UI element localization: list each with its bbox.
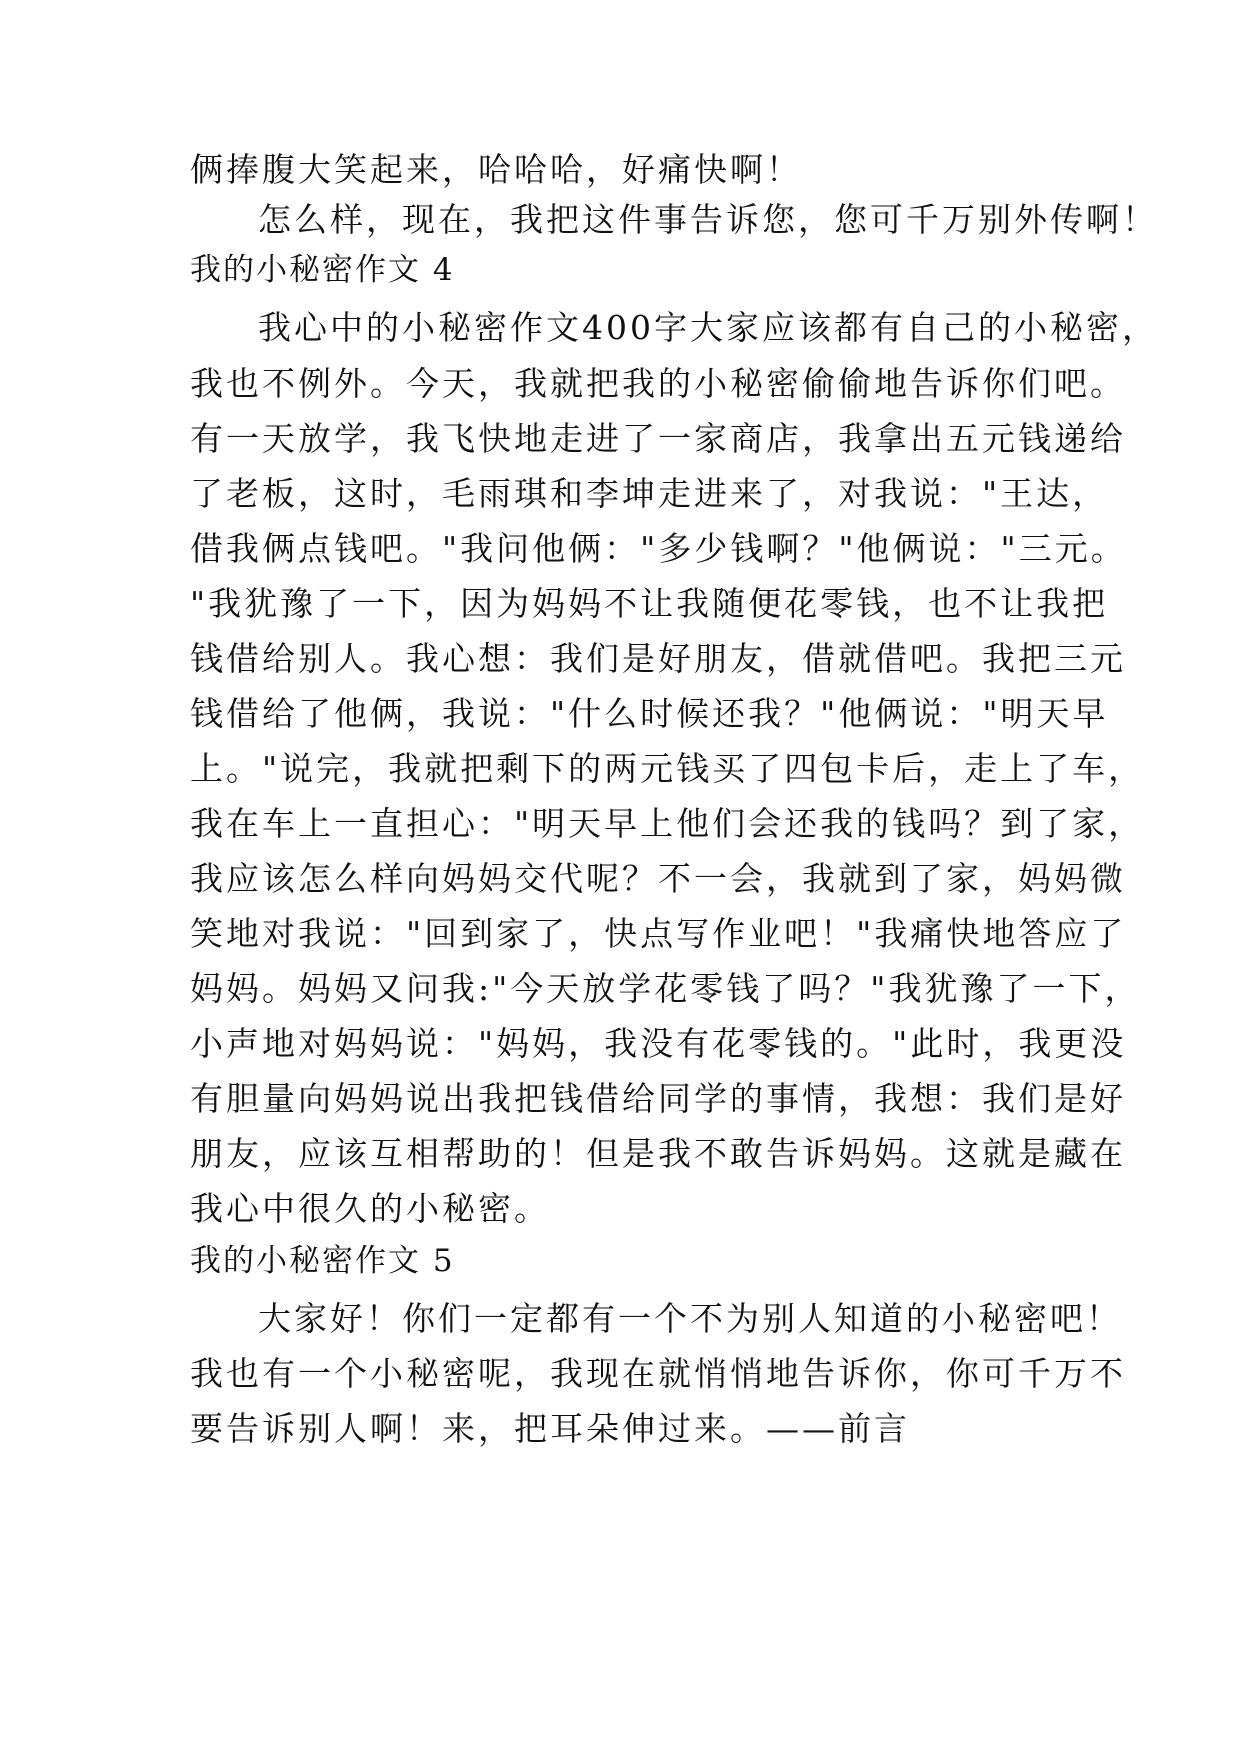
- text-line: 朋友，应该互相帮助的！但是我不敢告诉妈妈。这就是藏在: [190, 1134, 1126, 1173]
- text-line: 要告诉别人啊！来，把耳朵伸过来。——前言: [190, 1409, 910, 1448]
- text-line: 有胆量向妈妈说出我把钱借给同学的事情，我想：我们是好: [190, 1079, 1126, 1118]
- section-heading-5: 我的小秘密作文 5: [190, 1243, 455, 1279]
- paragraph-line: 大家好！你们一定都有一个不为别人知道的小秘密吧！: [258, 1299, 1122, 1338]
- text-line: 我也不例外。今天，我就把我的小秘密偷偷地告诉你们吧。: [190, 364, 1126, 403]
- text-line: 借我俩点钱吧。"我问他俩："多少钱啊？"他俩说："三元。: [190, 529, 1127, 568]
- text-line: 俩捧腹大笑起来，哈哈哈，好痛快啊！: [190, 150, 802, 189]
- text-line: 小声地对妈妈说："妈妈，我没有花零钱的。"此时，我更没: [190, 1024, 1127, 1063]
- text-line: 我也有一个小秘密呢，我现在就悄悄地告诉你，你可千万不: [190, 1354, 1126, 1393]
- paragraph-line: 怎么样，现在，我把这件事告诉您，您可千万别外传啊！: [258, 200, 1158, 239]
- text-line: 钱借给别人。我心想：我们是好朋友，借就借吧。我把三元: [190, 639, 1126, 678]
- text-line: 我在车上一直担心："明天早上他们会还我的钱吗？到了家，: [190, 804, 1145, 843]
- text-line: "我犹豫了一下，因为妈妈不让我随便花零钱，也不让我把: [190, 584, 1109, 623]
- text-line: 我应该怎么样向妈妈交代呢？不一会，我就到了家，妈妈微: [190, 859, 1126, 898]
- text-line: 有一天放学，我飞快地走进了一家商店，我拿出五元钱递给: [190, 419, 1126, 458]
- text-line: 笑地对我说："回到家了，快点写作业吧！"我痛快地答应了: [190, 914, 1127, 953]
- text-line: 我心中很久的小秘密。: [190, 1189, 550, 1228]
- text-line: 了老板，这时，毛雨琪和李坤走进来了，对我说："王达，: [190, 474, 1109, 513]
- text-line: 上。"说完，我就把剩下的两元钱买了四包卡后，走上了车，: [190, 749, 1145, 788]
- text-line: 钱借给了他俩，我说："什么时候还我？"他俩说："明天早: [190, 694, 1109, 733]
- section-heading-4: 我的小秘密作文 4: [190, 252, 455, 288]
- text-line: 妈妈。妈妈又问我:"今天放学花零钱了吗？"我犹豫了一下，: [190, 969, 1141, 1008]
- paragraph-line: 我心中的小秘密作文400字大家应该都有自己的小秘密，: [258, 308, 1158, 347]
